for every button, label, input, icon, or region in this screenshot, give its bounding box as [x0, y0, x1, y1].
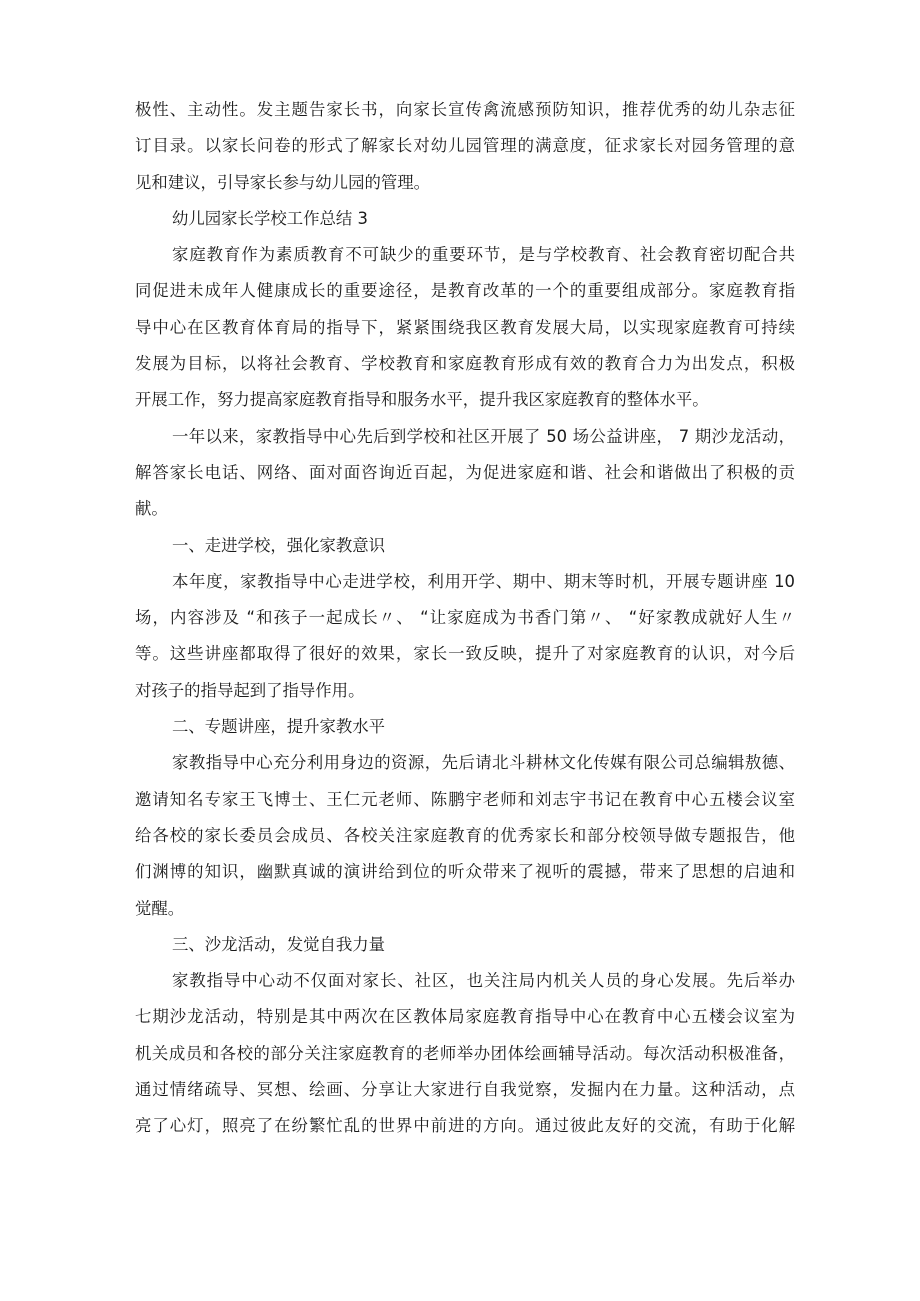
body-line: 见和建议，引导家长参与幼儿园的管理。	[135, 172, 431, 192]
body-line: 开展工作，努力提高家庭教育指导和服务水平，提升我区家庭教育的整体水平。	[135, 390, 709, 410]
body-line: 亮了心灯，照亮了在纷繁忙乱的世界中前进的方向。通过彼此友好的交流，有助于化解	[135, 1116, 795, 1136]
body-line: 场，内容涉及 “和孩子一起成长〃、 “让家庭成为书香门第〃、 “好家教成就好人生〃	[135, 608, 795, 628]
body-line: 极性、主动性。发主题告家长书，向家长宣传禽流感预防知识，推荐优秀的幼儿杂志征	[135, 100, 795, 119]
body-line: 对孩子的指导起到了指导作用。	[135, 680, 365, 700]
body-line: 订目录。以家长问卷的形式了解家长对幼儿园管理的满意度，征求家长对园务管理的意	[135, 136, 795, 156]
body-line: 觉醒。	[135, 898, 185, 918]
body-line: 一年以来，家教指导中心先后到学校和社区开展了 50 场公益讲座， 7 期沙龙活动，	[172, 426, 795, 446]
body-line: 献。	[135, 499, 168, 519]
body-line: 同促进未成年人健康成长的重要途径，是教育改革的一个的重要组成部分。家庭教育指	[135, 281, 795, 301]
body-line: 给各校的家长委员会成员、各校关注家庭教育的优秀家长和部分校领导做专题报告，他	[135, 825, 795, 845]
body-line: 家教指导中心动不仅面对家长、社区，也关注局内机关人员的身心发展。先后举办	[172, 971, 795, 991]
document-body	[135, 92, 795, 1145]
body-line: 发展为目标，以将社会教育、学校教育和家庭教育形成有效的教育合力为出发点，积极	[135, 354, 795, 374]
body-line: 机关成员和各校的部分关注家庭教育的老师举办团体绘画辅导活动。每次活动积极准备，	[135, 1043, 795, 1063]
body-line: 七期沙龙活动，特别是其中两次在区教体局家庭教育指导中心在教育中心五楼会议室为	[135, 1007, 795, 1027]
body-line: 通过情绪疏导、冥想、绘画、分享让大家进行自我觉察，发掘内在力量。这种活动，点	[135, 1080, 795, 1100]
section-heading-2: 二、专题讲座，提升家教水平	[172, 717, 386, 737]
body-line: 导中心在区教育体育局的指导下，紧紧围绕我区教育发展大局，以实现家庭教育可持续	[135, 317, 795, 337]
body-line: 们渊博的知识，幽默真诚的演讲给到位的听众带来了视听的震撼，带来了思想的启迪和	[135, 862, 795, 882]
body-line: 家庭教育作为素质教育不可缺少的重要环节，是与学校教育、社会教育密切配合共	[172, 245, 795, 265]
section-title: 幼儿园家长学校工作总结 3	[172, 208, 368, 228]
section-heading-1: 一、走进学校，强化家教意识	[172, 535, 386, 555]
body-line: 邀请知名专家王飞博士、王仁元老师、陈鹏宇老师和刘志宇书记在教育中心五楼会议室	[135, 789, 795, 809]
section-heading-3: 三、沙龙活动，发觉自我力量	[172, 934, 386, 954]
body-line: 本年度，家教指导中心走进学校，利用开学、期中、期末等时机，开展专题讲座 10	[172, 571, 795, 591]
body-line: 等。这些讲座都取得了很好的效果，家长一致反映，提升了对家庭教育的认识，对今后	[135, 644, 795, 664]
body-line: 解答家长电话、网络、面对面咨询近百起，为促进家庭和谐、社会和谐做出了积极的贡	[135, 462, 795, 482]
body-line: 家教指导中心充分利用身边的资源，先后请北斗耕林文化传媒有限公司总编辑敖德、	[172, 753, 795, 773]
